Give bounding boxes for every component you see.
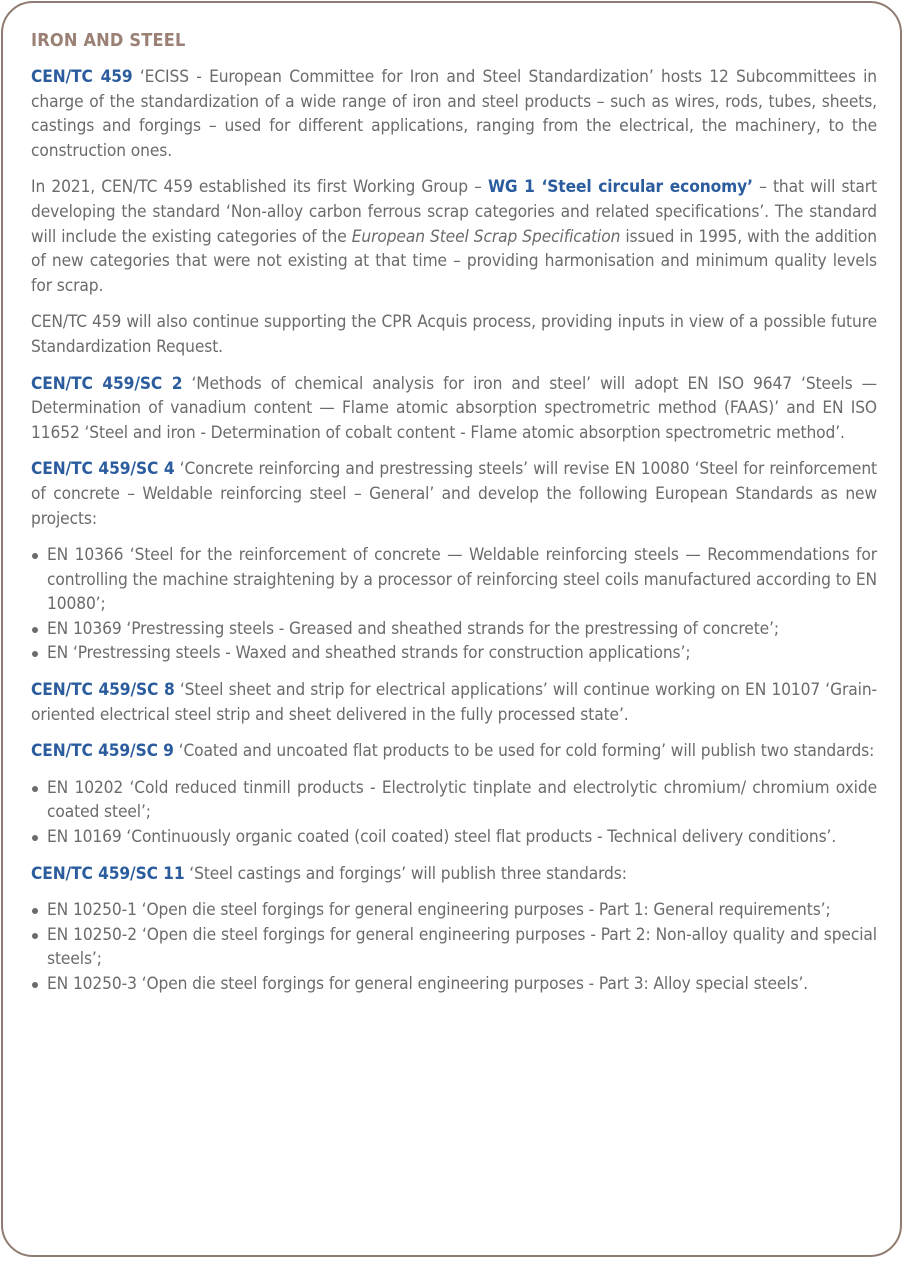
bullet-icon <box>32 627 38 633</box>
paragraph-sc8 <box>31 678 877 727</box>
list-item: EN 10250-2 ‘Open die steel forgings for general engineering purposes - Part 2: Non-alloy quality and special steels’; <box>31 923 877 972</box>
list-item: EN 10366 ‘Steel for the reinforcement of concrete — Weldable reinforcing steels — Recommendations for controlling the machine straightening by a processor of reinforcing steel coils manufactured according to EN 10080’; <box>31 543 877 617</box>
paragraph-sc9 <box>31 739 877 764</box>
paragraph-wg1 <box>31 175 877 298</box>
italic-title: European Steel Scrap Specification <box>351 226 621 247</box>
list-item: EN 10202 ‘Cold reduced tinmill products - Electrolytic tinplate and electrolytic chromium/ chromium oxide coated steel’; <box>31 776 877 825</box>
sc11-standards-list <box>31 898 877 996</box>
committee-code: CEN/TC 459/SC 8 <box>31 680 175 701</box>
section-content <box>31 29 877 1009</box>
paragraph-sc11 <box>31 862 877 887</box>
committee-code: CEN/TC 459/SC 11 <box>31 863 185 884</box>
paragraph-text: ‘Concrete reinforcing and prestressing steels’ will revise EN 10080 ‘Steel for reinforcement of concrete – Weldable reinforcing steel – General’ and develop the following European Standards as new projects: <box>31 459 877 529</box>
list-item: EN 10369 ‘Prestressing steels - Greased and sheathed strands for the prestressing of concrete’; <box>31 617 877 642</box>
bullet-icon <box>32 786 38 792</box>
working-group-code: WG 1 ‘Steel circular economy’ <box>487 177 753 198</box>
paragraph-tc459-intro <box>31 65 877 163</box>
list-item: EN 10250-1 ‘Open die steel forgings for general engineering purposes - Part 1: General requirements’; <box>31 898 877 923</box>
bullet-icon <box>32 651 38 657</box>
paragraph-sc2 <box>31 372 877 446</box>
list-item: EN ‘Prestressing steels - Waxed and sheathed strands for construction applications’; <box>31 641 877 666</box>
committee-code: CEN/TC 459 <box>31 67 133 87</box>
committee-code: CEN/TC 459/SC 2 <box>31 373 183 394</box>
paragraph-text: issued in 1995, with the addition of new categories that were not existing at that time – providing harmonisation and minimum quality levels for scrap. <box>31 226 877 296</box>
committee-code: CEN/TC 459/SC 9 <box>31 741 174 762</box>
bullet-icon <box>32 982 38 988</box>
bullet-icon <box>32 553 38 559</box>
bullet-icon <box>32 933 38 939</box>
paragraph-text: ‘Steel sheet and strip for electrical applications’ will continue working on EN 10107 ‘Grain-oriented electrical steel strip and sheet delivered in the fully processed state’. <box>31 680 877 725</box>
paragraph-cpr <box>31 310 877 359</box>
section-title: IRON AND STEEL <box>31 30 186 51</box>
paragraph-text: In 2021, CEN/TC 459 established its first Working Group – <box>31 177 488 198</box>
paragraph-text: ‘Coated and uncoated flat products to be used for cold forming’ will publish two standards: <box>173 741 875 762</box>
bullet-icon <box>32 908 38 914</box>
sc9-standards-list <box>31 776 877 850</box>
paragraph-text: ‘ECISS - European Committee for Iron and Steel Standardization’ hosts 12 Subcommittees in charge of the standardization of a wide range of iron and steel products – such as wires, rods, tubes, sheets, castings and forgings – used for different applications, ranging from the electrical, the machinery, to the construction ones. <box>31 67 877 161</box>
paragraph-text: CEN/TC 459 will also continue supporting the CPR Acquis process, providing inputs in view of a possible future Standardization Request. <box>31 312 877 357</box>
sc4-project-list <box>31 543 877 666</box>
list-item: EN 10250-3 ‘Open die steel forgings for general engineering purposes - Part 3: Alloy special steels’. <box>31 972 877 997</box>
committee-code: CEN/TC 459/SC 4 <box>31 459 175 480</box>
bullet-icon <box>32 835 38 841</box>
paragraph-text: ‘Steel castings and forgings’ will publish three standards: <box>184 863 627 884</box>
paragraph-text: – that will start developing the standard ‘Non-alloy carbon ferrous scrap categories and related specifications’. The standard will include the existing categories of the <box>31 177 877 247</box>
list-item: EN 10169 ‘Continuously organic coated (coil coated) steel flat products - Technical delivery conditions’. <box>31 825 877 850</box>
paragraph-sc4 <box>31 457 877 531</box>
paragraph-text: ‘Methods of chemical analysis for iron and steel’ will adopt EN ISO 9647 ‘Steels — Determination of vanadium content — Flame atomic absorption spectrometric method (FAAS)’ and EN ISO 11652 ‘Steel and iron - Determination of cobalt content - Flame atomic absorption spectrometric method’. <box>31 373 877 443</box>
